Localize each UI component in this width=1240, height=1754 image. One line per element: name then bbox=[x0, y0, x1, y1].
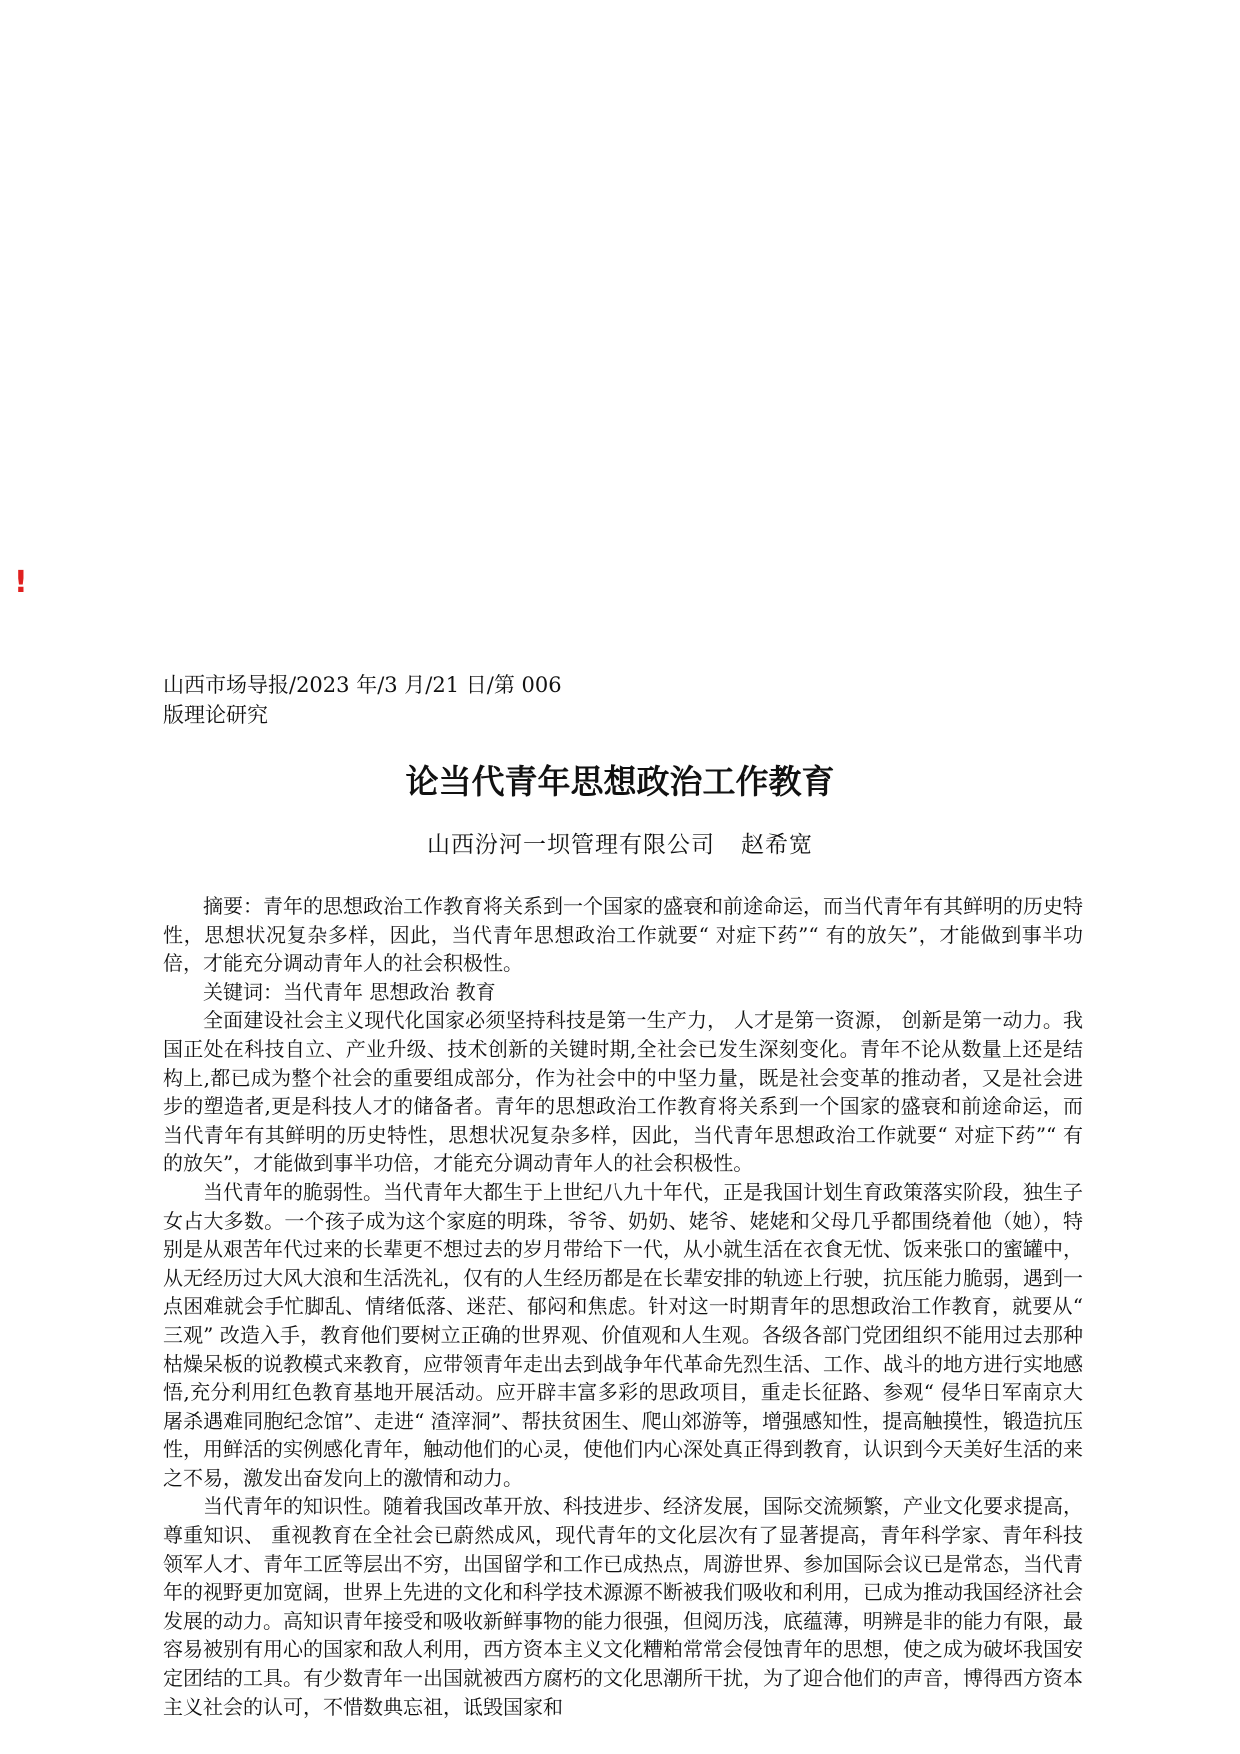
author-organization: 山西汾河一坝管理有限公司 bbox=[427, 832, 715, 858]
body-paragraph: 当代青年的脆弱性。当代青年大都生于上世纪八九十年代，正是我国计划生育政策落实阶段，独生子女占大多数。一个孩子成为这个家庭的明珠，爷爷、奶奶、姥爷、姥姥和父母几乎都围绕着他（她），特别是从艰苦年代过来的长辈更不想过去的岁月带给下一代，从小就生活在衣食无忧、饭来张口的蜜罐中，从无经历过大风大浪和生活洗礼，仅有的人生经历都是在长辈安排的轨迹上行驶，抗压能力脆弱，遇到一点困难就会手忙脚乱、情绪低落、迷茫、郁闷和焦虑。针对这一时期青年的思想政治工作教育，就要从“ 三观” 改造入手，教育他们要树立正确的世界观、价值观和人生观。各级各部门党团组织不能用过去那种枯燥呆板的说教模式来教育，应带领青年走出去到战争年代革命先烈生活、工作、战斗的地方进行实地感悟,充分利用红色教育基地开展活动。应开辟丰富多彩的思政项目，重走长征路、参观“ 侵华日军南京大屠杀遇难同胞纪念馆”、走进“ 渣滓洞”、帮扶贫困生、爬山郊游等，增强感知性，提高触摸性，锻造抗压性，用鲜活的实例感化青年，触动他们的心灵，使他们内心深处真正得到教育，认识到今天美好生活的来之不易，激发出奋发向上的激情和动力。 bbox=[163, 1179, 1083, 1490]
body-paragraph: 当代青年的知识性。随着我国改革开放、科技进步、经济发展，国际交流频繁，产业文化要求提高， 尊重知识、 重视教育在全社会已蔚然成风，现代青年的文化层次有了显著提高，青年科学家、青年科技领军人才、青年工匠等层出不穷，出国留学和工作已成热点，周游世界、参加国际会议已是常态，当代青年的视野更加宽阔，世界上先进的文化和科学技术源源不断被我们吸收和利用，已成为推动我国经济社会发展的动力。高知识青年接受和吸收新鲜事物的能力很强，但阅历浅，底蕴薄，明辨是非的能力有限，最容易被别有用心的国家和敌人利用，西方资本主义文化糟粕常常会侵蚀青年的思想，使之成为破坏我国安定团结的工具。有少数青年一出国就被西方腐朽的文化思潮所干扰，为了迎合他们的声音，博得西方资本主义社会的认可，不惜数典忘祖，诋毁国家和 bbox=[163, 1494, 1083, 1719]
author-line bbox=[0, 828, 1240, 862]
warning-mark: ! bbox=[14, 565, 28, 600]
article-title: 论当代青年思想政治工作教育 bbox=[405, 762, 835, 801]
source-line bbox=[163, 670, 583, 730]
body-paragraph: 全面建设社会主义现代化国家必须坚持科技是第一生产力， 人才是第一资源， 创新是第一动力。我国正处在科技自立、产业升级、技术创新的关键时期,全社会已发生深刻变化。青年不论从数量上还是结构上,都已成为整个社会的重要组成部分，作为社会中的中坚力量，既是社会变革的推动者，又是社会进步的塑造者,更是科技人才的储备者。青年的思想政治工作教育将关系到一个国家的盛衰和前途命运，而当代青年有其鲜明的历史特性，思想状况复杂多样，因此，当代青年思想政治工作就要“ 对症下药”“ 有的放矢”，才能做到事半功倍，才能充分调动青年人的社会积极性。 bbox=[163, 1008, 1083, 1176]
abstract-paragraph: 摘要：青年的思想政治工作教育将关系到一个国家的盛衰和前途命运，而当代青年有其鲜明的历史特性，思想状况复杂多样，因此，当代青年思想政治工作就要“ 对症下药”“ 有的放矢”，才能做到事半功倍，才能充分调动青年人的社会积极性。 bbox=[163, 894, 1083, 976]
keywords-paragraph: 关键词：当代青年 思想政治 教育 bbox=[203, 979, 496, 1004]
source-line-2: 版理论研究 bbox=[163, 703, 268, 727]
author-name: 赵希宽 bbox=[741, 832, 813, 858]
source-line-1: 山西市场导报/2023 年/3 月/21 日/第 006 bbox=[163, 673, 562, 697]
article-body bbox=[163, 892, 1083, 1754]
